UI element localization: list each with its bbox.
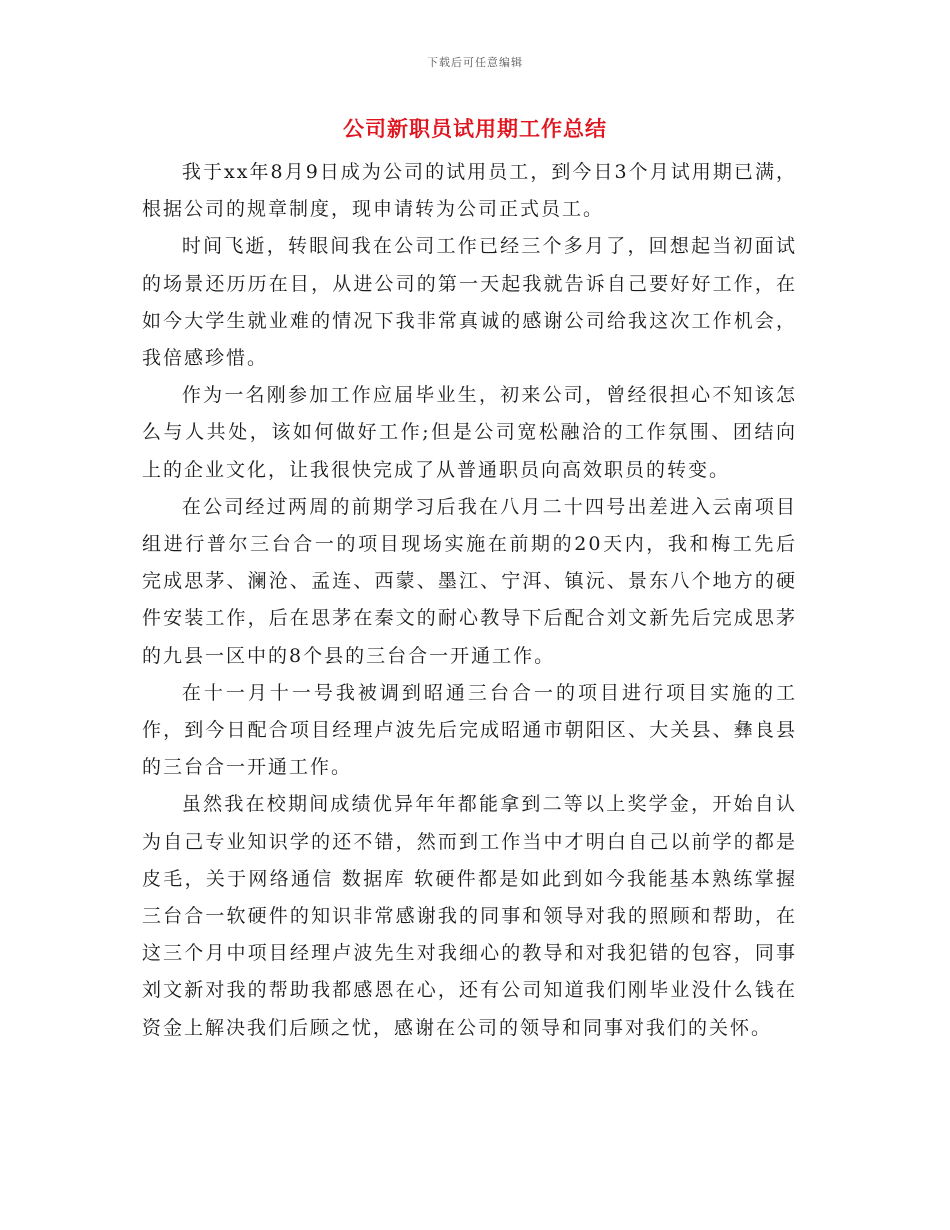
paragraph-6: 虽然我在校期间成绩优异年年都能拿到二等以上奖学金，开始自认为自己专业知识学的还不错，然而到工作当中才明白自己以前学的都是皮毛，关于网络通信 数据库 软硬件都是如此到如今我能基本熟练掌握三台合一软硬件的知识非常感谢我的同事和领导对我的照顾和帮助，在这三个月中项目经理卢波先生对我细心的教导和对我犯错的包容，同事刘文新对我的帮助我都感恩在心，还有公司知道我们刚毕业没什么钱在资金上解决我们后顾之忧，感谢在公司的领导和同事对我们的关怀。 xyxy=(142,793,797,1039)
paragraph-2: 时间飞逝，转眼间我在公司工作已经三个多月了，回想起当初面试的场景还历历在目，从进公司的第一天起我就告诉自己要好好工作，在如今大学生就业难的情况下我非常真诚的感谢公司给我这次工作机会，我倍感珍惜。 xyxy=(142,235,797,370)
paragraph-1: 我于xx年8月9日成为公司的试用员工，到今日3个月试用期已满，根据公司的规章制度，现申请转为公司正式员工。 xyxy=(142,161,797,221)
paragraph-3: 作为一名刚参加工作应届毕业生，初来公司，曾经很担心不知该怎么与人共处，该如何做好工作;但是公司宽松融洽的工作氛围、团结向上的企业文化，让我很快完成了从普通职员向高效职员的转变。 xyxy=(142,384,797,481)
document-body xyxy=(142,154,797,1047)
header-note: 下载后可任意编辑 xyxy=(427,56,523,69)
paragraph-4: 在公司经过两周的前期学习后我在八月二十四号出差进入云南项目组进行普尔三台合一的项目现场实施在前期的20天内，我和梅工先后完成思茅、澜沧、孟连、西蒙、墨江、宁洱、镇沅、景东八个地方的硬件安装工作，后在思茅在秦文的耐心教导下后配合刘文新先后完成思茅的九县一区中的8个县的三台合一开通工作。 xyxy=(142,495,797,667)
document-title: 公司新职员试用期工作总结 xyxy=(343,116,607,141)
paragraph-5: 在十一月十一号我被调到昭通三台合一的项目进行项目实施的工作，到今日配合项目经理卢波先后完成昭通市朝阳区、大关县、彝良县的三台合一开通工作。 xyxy=(142,681,797,779)
